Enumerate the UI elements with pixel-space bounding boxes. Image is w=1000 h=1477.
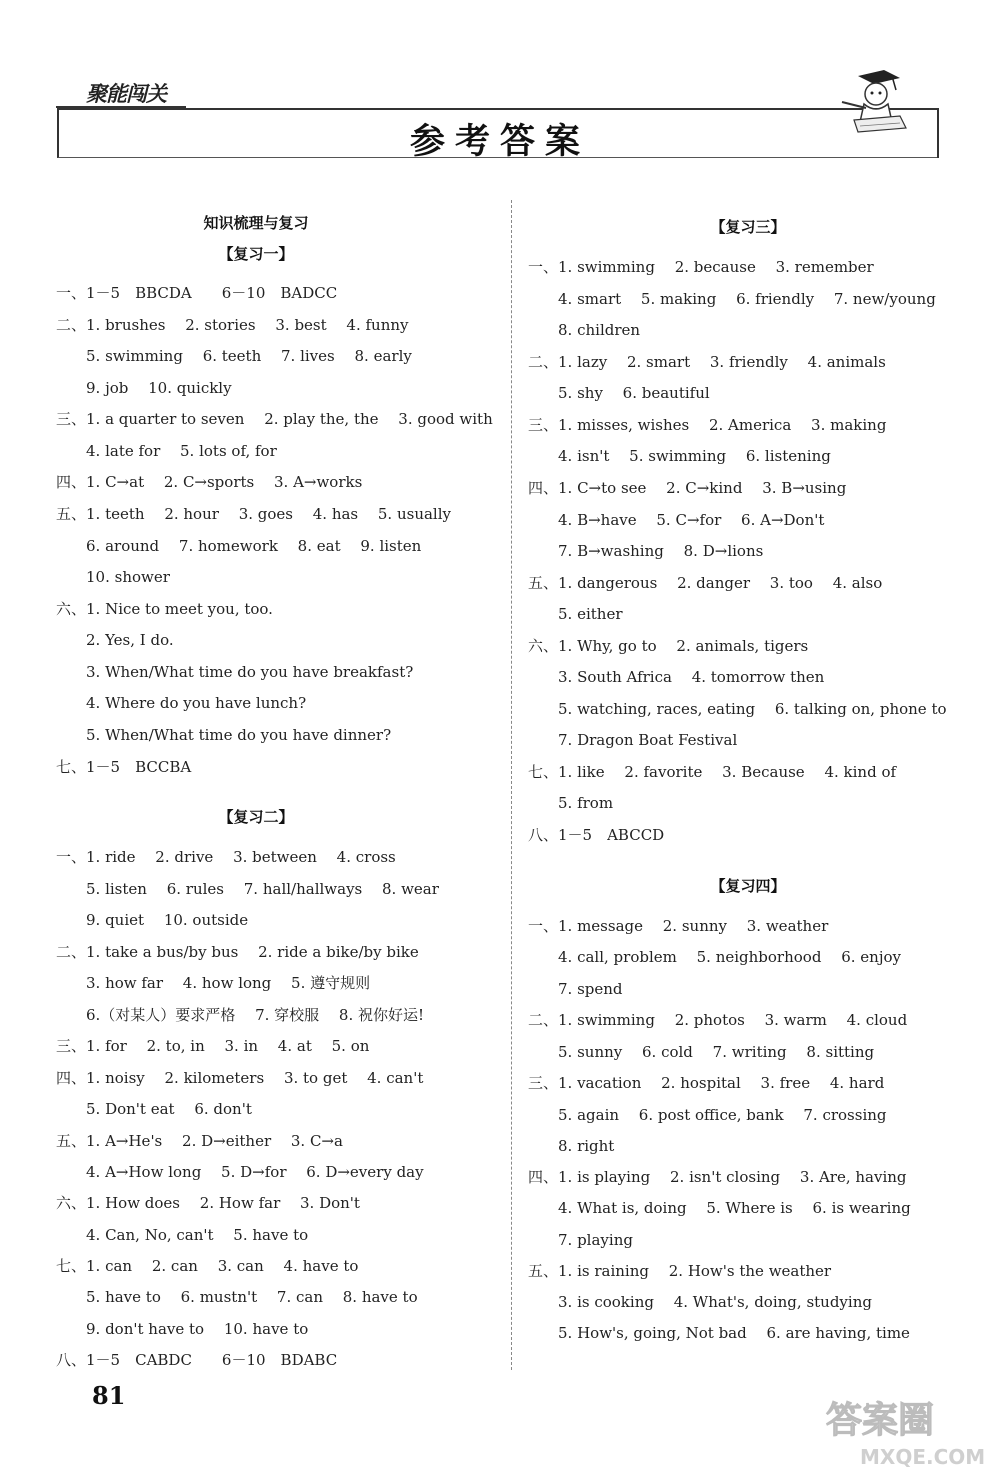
answer-line: 5. When/What time do you have dinner? — [56, 726, 392, 744]
answer-line: 5. listen 6. rules 7. hall/hallways 8. wear — [56, 880, 439, 898]
answer-line: 5. sunny 6. cold 7. writing 8. sitting — [528, 1043, 875, 1061]
answer-line: 4. isn't 5. swimming 6. listening — [528, 447, 831, 465]
answer-line: 7. spend — [528, 980, 623, 998]
answer-line: 5. have to 6. mustn't 7. can 8. have to — [56, 1288, 418, 1306]
page-title: 参考答案 — [409, 121, 590, 162]
answer-line: 7. B→washing 8. D→lions — [528, 542, 764, 560]
answer-line: 五、1. is raining 2. How's the weather — [528, 1262, 832, 1280]
answer-line: 4. Can, No, can't 5. have to — [56, 1226, 309, 1244]
answer-line: 9. quiet 10. outside — [56, 911, 249, 929]
answer-line: 一、1. ride 2. drive 3. between 4. cross — [56, 848, 396, 866]
answer-line: 一、1. message 2. sunny 3. weather — [528, 917, 829, 935]
answer-line: 4. B→have 5. C→for 6. A→Don't — [528, 511, 825, 529]
answer-line: 8. right — [528, 1137, 615, 1155]
answer-line: 3. is cooking 4. What's, doing, studying — [528, 1293, 872, 1311]
answer-line: 5. watching, races, eating 6. talking on, phone to — [528, 700, 947, 718]
answer-line: 三、1. a quarter to seven 2. play the, the 3. good with — [56, 410, 493, 428]
block-heading-review-4: 【复习四】 — [710, 877, 786, 895]
page-number: 81 — [92, 1381, 126, 1410]
answer-line: 六、1. Why, go to 2. animals, tigers — [528, 637, 809, 655]
watermark-url: MXQE.COM — [860, 1445, 986, 1469]
answer-line: 5. shy 6. beautiful — [528, 384, 710, 402]
answer-line: 七、1. can 2. can 3. can 4. have to — [56, 1257, 359, 1275]
answer-line: 7. playing — [528, 1231, 633, 1249]
answer-line: 10. shower — [56, 568, 170, 586]
answer-line: 9. job 10. quickly — [56, 379, 232, 397]
answer-line: 9. don't have to 10. have to — [56, 1320, 309, 1338]
answer-line: 5. Don't eat 6. don't — [56, 1100, 252, 1118]
answer-line: 七、1－5 BCCBA — [56, 758, 192, 776]
column-divider — [511, 200, 512, 1370]
answer-line: 三、1. misses, wishes 2. America 3. making — [528, 416, 887, 434]
answer-line: 七、1. like 2. favorite 3. Because 4. kind of — [528, 763, 897, 781]
answer-line: 二、1. swimming 2. photos 3. warm 4. cloud — [528, 1011, 908, 1029]
watermark-logo — [820, 1392, 990, 1472]
answer-line: 四、1. is playing 2. isn't closing 3. Are, having — [528, 1168, 907, 1186]
answer-line: 2. Yes, I do. — [56, 631, 174, 649]
block-heading-review-1: 【复习一】 — [218, 245, 294, 263]
answer-line: 八、1－5 CABDC 6－10 BDABC — [56, 1351, 338, 1369]
answer-line: 四、1. C→at 2. C→sports 3. A→works — [56, 473, 363, 491]
answer-line: 6.（对某人）要求严格 7. 穿校服 8. 祝你好运! — [56, 1006, 425, 1024]
answer-line: 五、1. dangerous 2. danger 3. too 4. also — [528, 574, 883, 592]
answer-line: 4. Where do you have lunch? — [56, 694, 307, 712]
block-heading-review-3: 【复习三】 — [710, 218, 786, 236]
answer-line: 5. from — [528, 794, 614, 812]
answer-line: 3. When/What time do you have breakfast? — [56, 663, 414, 681]
answer-line: 八、1－5 ABCCD — [528, 826, 665, 844]
answer-line: 二、1. brushes 2. stories 3. best 4. funny — [56, 316, 409, 334]
answer-line: 三、1. for 2. to, in 3. in 4. at 5. on — [56, 1037, 370, 1055]
answer-line: 六、1. Nice to meet you, too. — [56, 600, 273, 618]
answer-line: 5. How's, going, Not bad 6. are having, time — [528, 1324, 910, 1342]
answer-line: 五、1. A→He's 2. D→either 3. C→a — [56, 1132, 343, 1150]
answer-line: 六、1. How does 2. How far 3. Don't — [56, 1194, 360, 1212]
answer-line: 8. children — [528, 321, 641, 339]
answer-line: 二、1. lazy 2. smart 3. friendly 4. animals — [528, 353, 886, 371]
answer-line: 四、1. noisy 2. kilometers 3. to get 4. can't — [56, 1069, 424, 1087]
answer-line: 一、1. swimming 2. because 3. remember — [528, 258, 874, 276]
answer-line: 一、1－5 BBCDA 6－10 BADCC — [56, 284, 338, 302]
answer-line: 3. how far 4. how long 5. 遵守规则 — [56, 974, 371, 992]
answer-line: 5. either — [528, 605, 623, 623]
answer-line: 4. smart 5. making 6. friendly 7. new/young — [528, 290, 936, 308]
mascot-reading-icon — [836, 66, 912, 134]
brand-logo-text: 聚能闯关 — [86, 81, 166, 106]
watermark-brand: 答案圈 — [826, 1400, 935, 1441]
answer-line: 4. call, problem 5. neighborhood 6. enjoy — [528, 948, 901, 966]
answer-line: 五、1. teeth 2. hour 3. goes 4. has 5. usually — [56, 505, 452, 523]
answer-line: 3. South Africa 4. tomorrow then — [528, 668, 825, 686]
section-title: 知识梳理与复习 — [203, 214, 309, 232]
answer-line: 二、1. take a bus/by bus 2. ride a bike/by bike — [56, 943, 419, 961]
answer-line: 5. again 6. post office, bank 7. crossing — [528, 1106, 887, 1124]
answer-line: 5. swimming 6. teeth 7. lives 8. early — [56, 347, 412, 365]
answer-line: 4. What is, doing 5. Where is 6. is wearing — [528, 1199, 911, 1217]
answer-line: 四、1. C→to see 2. C→kind 3. B→using — [528, 479, 847, 497]
answer-line: 7. Dragon Boat Festival — [528, 731, 738, 749]
answer-line: 6. around 7. homework 8. eat 9. listen — [56, 537, 422, 555]
answer-line: 三、1. vacation 2. hospital 3. free 4. hard — [528, 1074, 885, 1092]
answer-line: 4. late for 5. lots of, for — [56, 442, 277, 460]
answer-line: 4. A→How long 5. D→for 6. D→every day — [56, 1163, 424, 1181]
block-heading-review-2: 【复习二】 — [218, 808, 294, 826]
